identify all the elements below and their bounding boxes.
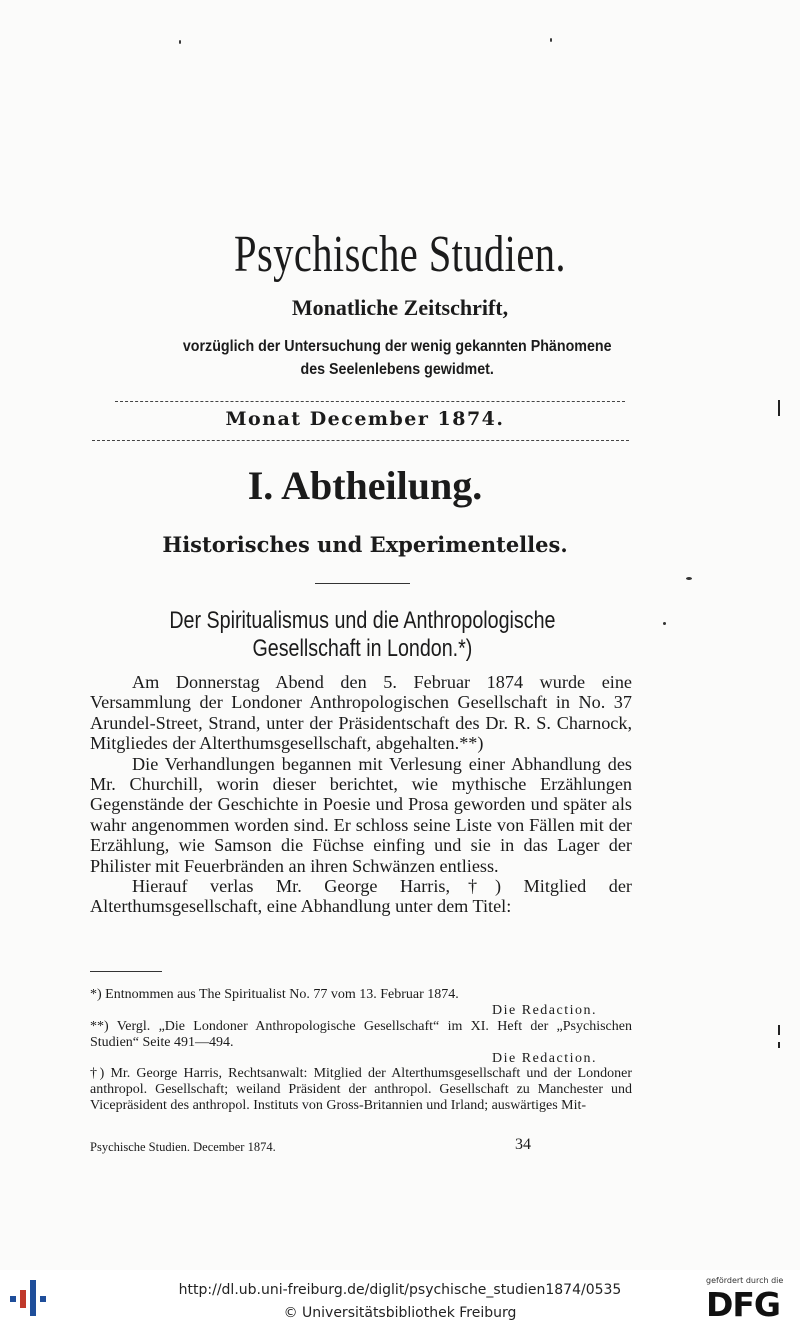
speck-mark <box>663 622 666 625</box>
issue-month: Monat December 1874. <box>225 408 505 430</box>
document-url-link[interactable]: http://dl.ub.uni-freiburg.de/diglit/psychische_studien1874/0535 <box>178 1282 622 1298</box>
dfg-logo[interactable]: DFG <box>706 1285 781 1324</box>
section-heading: I. Abtheilung. <box>247 463 483 508</box>
article-paragraph: Hierauf verlas Mr. George Harris,†) Mitglied der Alterthumsgesellschaft, eine Abhandlung unter dem Titel: <box>90 876 632 917</box>
journal-description-line2: des Seelenlebens gewidmet. <box>300 361 494 378</box>
footnote-3-text: †) Mr. George Harris, Rechtsanwalt: Mitglied der Alterthumsgesellschaft und der Londoner anthropol. Gesellschaft; weiland Präsident der anthropol. Gesellschaft zu Manchester und Vicepräsident des anthropol. Instituts von Gross-Britannien und Irland; auswärtiges Mit- <box>90 1066 632 1113</box>
footnote-3 <box>90 1066 632 1114</box>
journal-title: Psychische Studien. <box>234 226 566 283</box>
article-paragraph: Am Donnerstag Abend den 5. Februar 1874 wurde eine Versammlung der Londoner Anthropologischen Gesellschaft in No. 37 Arundel-Street, Strand, unter der Präsidentschaft des Dr. R. S. Charnock, Mitgliedes der Alterthumsgesellschaft, abgehalten.**) <box>90 672 632 754</box>
speck-mark <box>179 40 181 44</box>
speck-mark <box>550 38 552 42</box>
article-title-line1: Der Spiritualismus und die Anthropologische <box>169 607 556 634</box>
edge-mark <box>778 1025 780 1035</box>
footnote-2-signature: Die Redaction. <box>492 1051 597 1066</box>
footnote-rule <box>90 971 162 972</box>
journal-subtitle: Monatliche Zeitschrift, <box>291 295 509 320</box>
edge-mark <box>778 400 780 416</box>
section-separator <box>315 583 410 584</box>
footnote-1-signature: Die Redaction. <box>492 1003 597 1018</box>
dfg-funding-note: gefördert durch die <box>706 1276 784 1285</box>
footnote-1-text: *) Entnommen aus The Spiritualist No. 77 vom 13. Februar 1874. <box>90 987 459 1002</box>
page-footer <box>90 1136 632 1155</box>
journal-description-line1: vorzüglich der Untersuchung der wenig gekannten Phänomene <box>182 338 612 355</box>
section-subheading: Historisches und Experimentelles. <box>162 532 568 557</box>
signature-number: 34 <box>515 1136 531 1153</box>
article-title-line2: Gesellschaft in London.*) <box>252 635 473 662</box>
running-footer: Psychische Studien. December 1874. <box>90 1140 276 1154</box>
top-divider-rule <box>115 401 625 402</box>
copyright-notice: © Universitätsbibliothek Freiburg <box>283 1305 517 1321</box>
footnote-2 <box>90 1019 632 1067</box>
edge-mark <box>778 1042 780 1048</box>
bottom-divider-rule <box>92 440 629 441</box>
footnote-2-text: **) Vergl. „Die Londoner Anthropologische Gesellschaft“ im XI. Heft der „Psychischen Studien“ Seite 491—494. <box>90 1019 632 1050</box>
footnote-1 <box>90 987 632 1019</box>
speck-mark <box>686 577 692 580</box>
article-body <box>90 672 632 917</box>
article-paragraph: Die Verhandlungen begannen mit Verlesung einer Abhandlung des Mr. Churchill, worin dieser berichtet, wie mythische Erzählungen Gegenstände der Geschichte in Poesie und Prosa geworden und später als wahr angenommen worden sind. Er schloss seine Liste von Fällen mit der Erzählung, wie Samson die Füchse einfing und sie in das Lager der Philister mit Feuerbränden an ihren Schwänzen entliess. <box>90 753 632 876</box>
